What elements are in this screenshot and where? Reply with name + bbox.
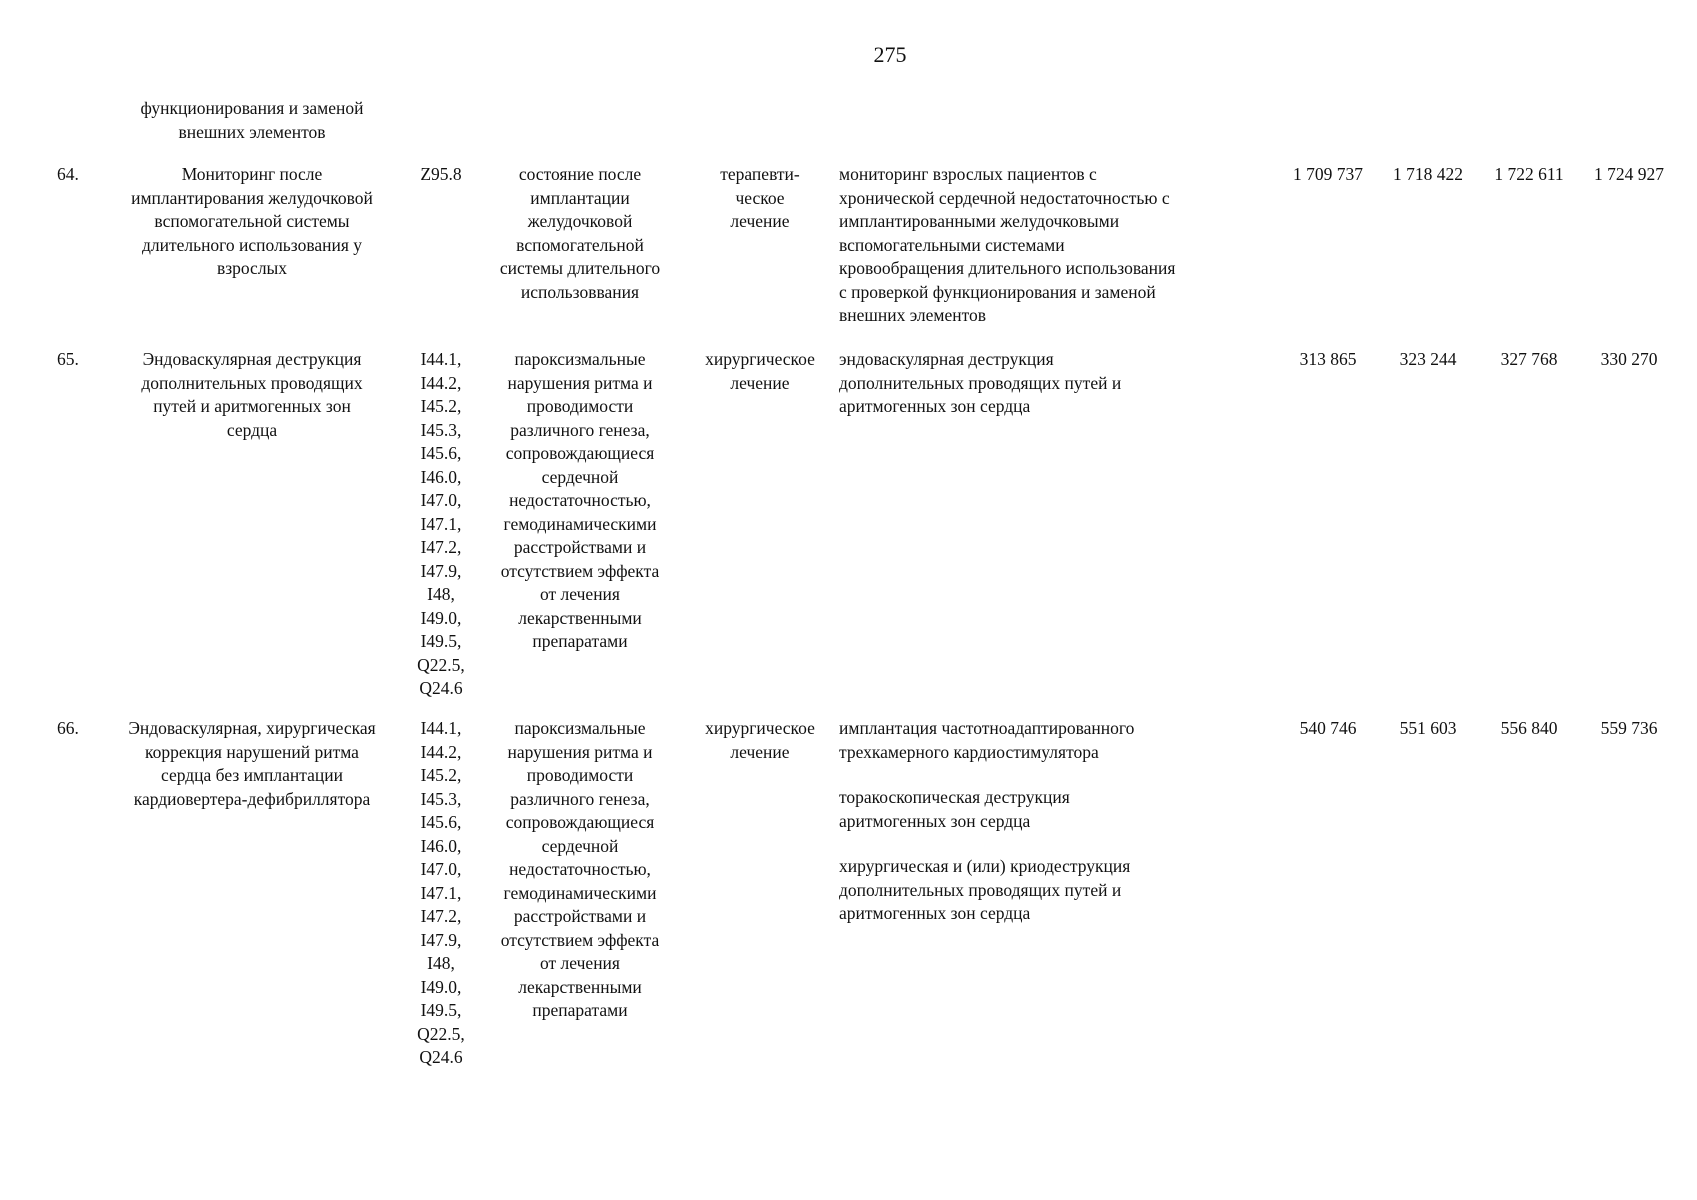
treatment-kind: хирургическое лечение (705, 718, 815, 762)
cost-value: 1 724 927 (1594, 164, 1664, 184)
row-number: 64. (57, 164, 79, 184)
cost-value: 540 746 (1299, 718, 1357, 738)
treatment-methods (839, 717, 1259, 926)
treatment-kind: хирургическое лечение (705, 349, 815, 393)
cost-value: 551 603 (1399, 718, 1457, 738)
cost-value: 1 709 737 (1293, 164, 1363, 184)
cost-value: 323 244 (1399, 349, 1457, 369)
cost-value: 556 840 (1500, 718, 1558, 738)
cost-value: 327 768 (1500, 349, 1558, 369)
technology-name: Эндоваскулярная, хирургическая коррекция нарушений ритма сердца без имплантации кардиовертера-дефибриллятора (128, 718, 376, 809)
treatment-method: хирургическая и (или) криодеструкция дополнительных проводящих путей и аритмогенных зон сердца (839, 856, 1131, 923)
icd-codes: Z95.8 (420, 164, 462, 184)
technology-name: Эндоваскулярная деструкция дополнительных проводящих путей и аритмогенных зон сердца (141, 349, 363, 440)
treatment-method: эндоваскулярная деструкция дополнительных проводящих путей и аритмогенных зон сердца (839, 349, 1122, 416)
patient-model: пароксизмальные нарушения ритма и проводимости различного генеза, сопровождающиеся сердечной недостаточностью, гемодинамическими расстройствами и отсутствием эффекта от лечения лекарственными препаратами (500, 349, 660, 651)
treatment-method: мониторинг взрослых пациентов с хронической сердечной недостаточностью с имплантированными желудочковыми вспомогательными системами кровообращения длительного использования с проверкой функционирования и заменой внешних элементов (839, 164, 1176, 325)
row-number: 66. (57, 718, 79, 738)
continuation-name: функционирования и заменой внешних элементов (140, 98, 364, 142)
patient-model: состояние после имплантации желудочковой вспомогательной системы длительного использоввания (499, 164, 661, 302)
treatment-methods (839, 163, 1259, 328)
treatment-method: торакоскопическая деструкция аритмогенных зон сердца (839, 787, 1070, 831)
cost-value: 1 722 611 (1494, 164, 1564, 184)
treatment-methods (839, 348, 1259, 419)
treatment-kind: терапевти- ческое лечение (720, 164, 800, 231)
cost-value: 313 865 (1299, 349, 1357, 369)
icd-codes: I44.1, I44.2, I45.2, I45.3, I45.6, I46.0, I47.0, I47.1, I47.2, I47.9, I48, I49.0, I49.5, Q22.5, Q24.6 (417, 349, 465, 698)
cost-value: 559 736 (1600, 718, 1658, 738)
page-number: 275 (873, 42, 907, 67)
treatment-method: имплантация частотноадаптированного трехкамерного кардиостимулятора (839, 718, 1135, 762)
icd-codes: I44.1, I44.2, I45.2, I45.3, I45.6, I46.0, I47.0, I47.1, I47.2, I47.9, I48, I49.0, I49.5, Q22.5, Q24.6 (417, 718, 465, 1067)
cost-value: 330 270 (1600, 349, 1658, 369)
cost-value: 1 718 422 (1393, 164, 1463, 184)
patient-model: пароксизмальные нарушения ритма и проводимости различного генеза, сопровождающиеся сердечной недостаточностью, гемодинамическими расстройствами и отсутствием эффекта от лечения лекарственными препаратами (500, 718, 660, 1020)
row-number: 65. (57, 349, 79, 369)
technology-name: Мониторинг после имплантирования желудочковой вспомогательной системы длительного использования у взрослых (131, 164, 373, 278)
